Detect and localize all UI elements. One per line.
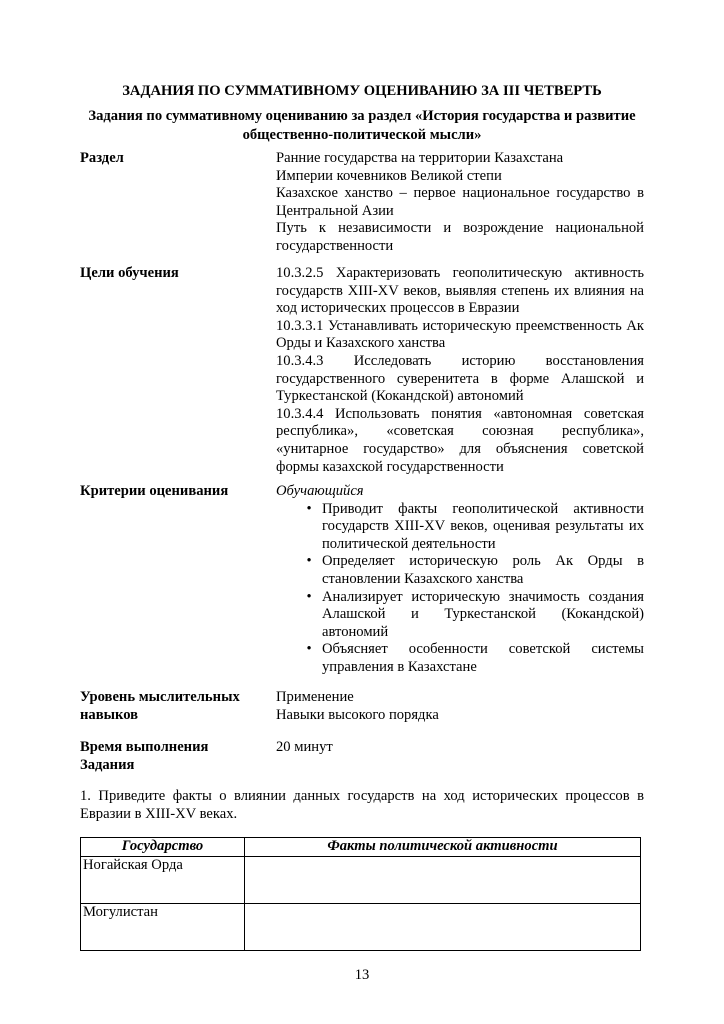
criteria-item-text: Приводит факты геополитической активности государств XIII-XV веков, оценивая результаты их политической деятельности	[322, 500, 644, 552]
section-label: Раздел	[80, 150, 124, 166]
section-item: Империи кочевников Великой степи	[276, 167, 502, 184]
bullet-icon: •	[306, 553, 312, 570]
table-cell-state: Ногайская Орда	[81, 856, 245, 903]
time-content	[276, 739, 644, 757]
table-header-row	[81, 838, 641, 857]
criteria-item	[276, 553, 644, 588]
time-label-line-1: Время выполнения	[80, 739, 209, 755]
thinking-level-label-line-1: Уровень мыслительных	[80, 689, 240, 705]
objective-item: 10.3.4.3 Исследовать историю восстановления государственного суверенитета в форме Алашской и Туркестанской (Кокандской) автономий	[276, 352, 644, 405]
task-text: 1. Приведите факты о влиянии данных государств на ход исторических процессов в Евразии в XIII-XV веках.	[80, 788, 644, 822]
facts-table	[80, 837, 641, 951]
table-cell-facts[interactable]	[245, 903, 641, 950]
document-title: ЗАДАНИЯ ПО СУММАТИВНОМУ ОЦЕНИВАНИЮ ЗА III ЧЕТВЕРТЬ	[122, 83, 602, 99]
thinking-level-content	[276, 689, 644, 724]
thinking-level-item: Навыки высокого порядка	[276, 706, 439, 723]
criteria-item-text: Анализирует историческую значимость создания Алашской и Туркестанской (Кокандской) автономий	[322, 588, 644, 640]
criteria-content	[276, 483, 644, 677]
section-item: Ранние государства на территории Казахстана	[276, 150, 564, 166]
bullet-icon: •	[306, 588, 312, 605]
criteria-list	[276, 501, 644, 677]
criteria-item	[276, 589, 644, 642]
document-subtitle	[80, 107, 644, 145]
table-header-cell: Государство	[81, 838, 245, 857]
objective-item: 10.3.3.1 Устанавливать историческую преемственность Ак Орды и Казахского ханства	[276, 317, 644, 352]
table-row	[81, 903, 641, 950]
time-label-line-2: Задания	[80, 756, 135, 773]
subtitle-line-1: Задания по суммативному оцениванию за раздел «История государства и развитие	[88, 108, 636, 124]
objectives-content	[276, 265, 644, 476]
section-item: Казахское ханство – первое национальное государство в Центральной Азии	[276, 185, 644, 219]
criteria-item	[276, 501, 644, 554]
objective-item: 10.3.4.4 Использовать понятия «автономная советская республика», «советская союзная республика», «унитарное государство» для объяснения советской формы казахской государственности	[276, 405, 644, 475]
bullet-icon: •	[306, 641, 312, 658]
criteria-intro: Обучающийся	[276, 483, 364, 499]
section-item: Путь к независимости и возрождение национальной государственности	[276, 220, 644, 254]
section-content	[276, 150, 644, 256]
bullet-icon: •	[306, 500, 312, 517]
time-label	[80, 739, 270, 774]
time-value: 20 минут	[276, 739, 333, 755]
subtitle-line-2: общественно-политической мысли»	[242, 127, 482, 143]
thinking-level-label-line-2: навыков	[80, 706, 139, 723]
table-header-cell: Факты политической активности	[245, 838, 641, 857]
table-row	[81, 856, 641, 903]
criteria-label: Критерии оценивания	[80, 483, 229, 499]
table-cell-state: Могулистан	[81, 903, 245, 950]
table-cell-facts[interactable]	[245, 856, 641, 903]
thinking-level-item: Применение	[276, 689, 354, 705]
objective-item: 10.3.2.5 Характеризовать геополитическую активность государств XIII-XV веков, выявляя степень их влияния на ход исторических процессов в Евразии	[276, 265, 644, 317]
criteria-item	[276, 641, 644, 676]
thinking-level-label	[80, 689, 270, 724]
criteria-item-text: Определяет историческую роль Ак Орды в становлении Казахского ханства	[322, 553, 644, 587]
page-number: 13	[354, 967, 370, 983]
criteria-item-text: Объясняет особенности советской системы управления в Казахстане	[322, 641, 644, 675]
objectives-label: Цели обучения	[80, 265, 179, 281]
